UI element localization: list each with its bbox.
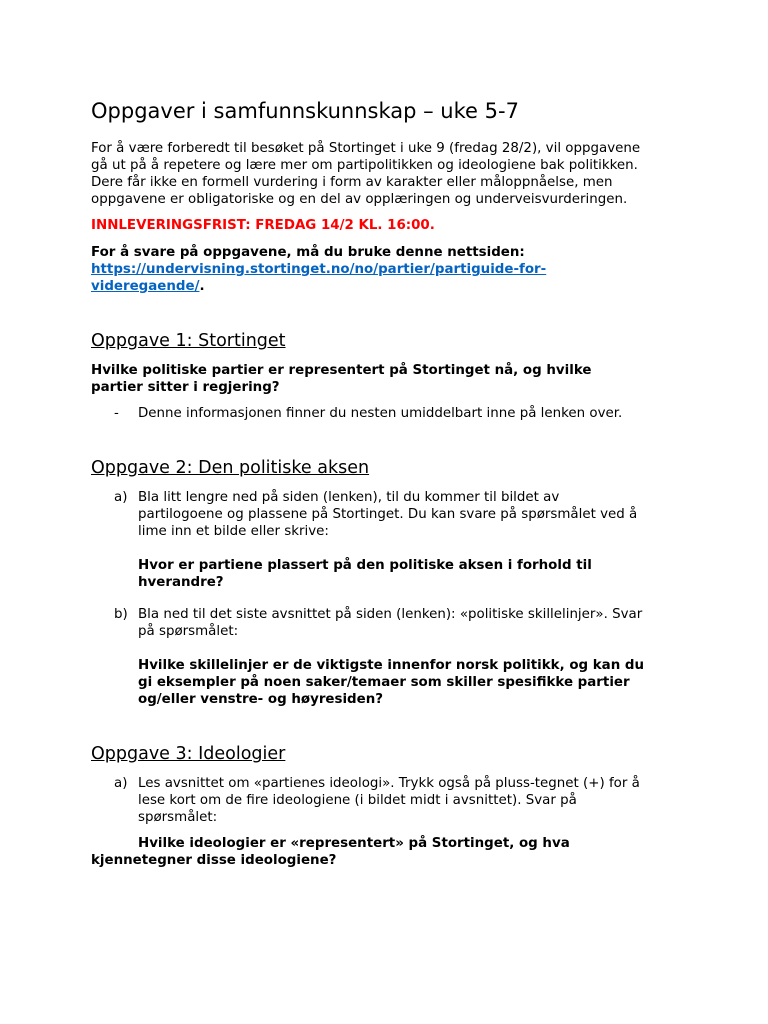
source-link-continued[interactable]: videregaende/ <box>91 279 200 294</box>
source-paragraph <box>91 244 691 295</box>
link-period: . <box>199 279 205 294</box>
question-line: gi eksempler på noen saker/temaer som skiller spesifikke partier <box>138 675 630 690</box>
deadline-notice: INNLEVERINGSFRIST: FREDAG 14/2 KL. 16:00. <box>91 218 435 233</box>
task1-question <box>91 362 691 396</box>
item-line: partilogoene og plassene på Stortinget. Du kan svare på spørsmålet ved å <box>138 507 638 522</box>
item-line: Les avsnittet om «partienes ideologi». Trykk også på pluss-tegnet (+) for å <box>138 776 640 791</box>
question-line: Hvilke ideologier er «representert» på Stortinget, og hva <box>138 836 570 851</box>
item-line: lime inn et bilde eller skrive: <box>138 524 329 539</box>
intro-line: gå ut på å repetere og lære mer om partipolitikken og ideologiene bak politikken. <box>91 158 638 173</box>
bullet-marker: - <box>114 406 119 421</box>
task3-heading: Oppgave 3: Ideologier <box>91 744 286 764</box>
list-marker: a) <box>114 490 128 505</box>
task2-b-question <box>138 657 691 708</box>
task2-item-b <box>91 606 691 708</box>
task2-a-question <box>138 557 691 591</box>
task3-question <box>91 835 691 869</box>
intro-line: oppgavene er obligatoriske og en del av opplæringen og underveisvurderingen. <box>91 192 628 207</box>
intro-paragraph <box>91 140 691 208</box>
item-line: lese kort om de fire ideologiene (i bildet midt i avsnittet). Svar på <box>138 793 577 808</box>
intro-line: For å være forberedt til besøket på Stortinget i uke 9 (fredag 28/2), vil oppgavene <box>91 141 641 156</box>
source-link-line <box>91 261 691 278</box>
source-link-line <box>91 278 691 295</box>
item-line: Bla ned til det siste avsnittet på siden (lenken): «politiske skillelinjer». Svar <box>138 607 643 622</box>
question-line: kjennetegner disse ideologiene? <box>91 853 337 868</box>
task1-bullet <box>91 405 691 422</box>
item-line: Bla litt lengre ned på siden (lenken), til du kommer til bildet av <box>138 490 560 505</box>
item-line: spørsmålet: <box>138 810 218 825</box>
question-line: Hvor er partiene plassert på den politiske aksen i forhold til <box>138 558 592 573</box>
list-marker: a) <box>114 776 128 791</box>
question-line: og/eller venstre- og høyresiden? <box>138 692 384 707</box>
source-link[interactable]: https://undervisning.stortinget.no/no/partier/partiguide-for- <box>91 262 547 277</box>
bullet-text: Denne informasjonen finner du nesten umiddelbart inne på lenken over. <box>138 406 623 421</box>
task2-item-a <box>91 489 691 591</box>
source-intro: For å svare på oppgavene, må du bruke denne nettsiden: <box>91 245 525 260</box>
item-line: på spørsmålet: <box>138 624 239 639</box>
task3-item-a <box>91 775 691 826</box>
page-title: Oppgaver i samfunnskunnskap – uke 5-7 <box>91 99 519 123</box>
question-line: hverandre? <box>138 575 224 590</box>
task2-heading: Oppgave 2: Den politiske aksen <box>91 458 370 478</box>
question-line: Hvilke politiske partier er representert på Stortinget nå, og hvilke <box>91 363 592 378</box>
question-line: Hvilke skillelinjer er de viktigste innenfor norsk politikk, og kan du <box>138 658 645 673</box>
question-line: partier sitter i regjering? <box>91 380 280 395</box>
intro-line: Dere får ikke en formell vurdering i form av karakter eller måloppnåelse, men <box>91 175 613 190</box>
list-marker: b) <box>114 607 128 622</box>
task1-heading: Oppgave 1: Stortinget <box>91 331 286 351</box>
